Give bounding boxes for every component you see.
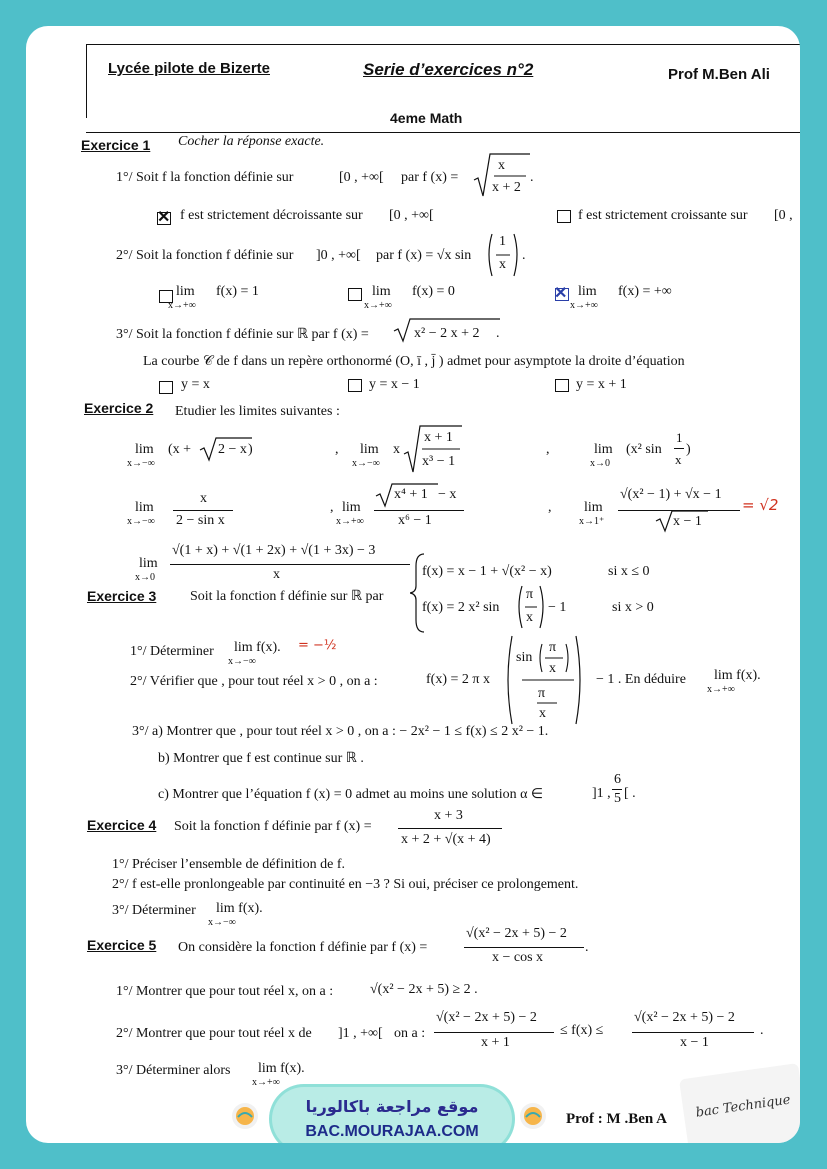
site-name-arabic: موقع مراجعة باكالوريا — [305, 1097, 479, 1116]
ex1-q2-frac-den: x — [499, 257, 506, 272]
ex1-q2-domain: ]0 , +∞[ — [316, 248, 361, 263]
ex2-l7-lim: lim — [139, 556, 158, 571]
exercise-4-title: Exercice 4 — [87, 817, 157, 833]
ex3-piece2-a: f(x) = 2 x² sin — [422, 600, 500, 615]
ex2-l1-rad: 2 − x — [218, 442, 247, 457]
header-bottom-rule — [86, 132, 800, 133]
ex3-q3a: 3°/ a) Montrer que , pour tout réel x > 0 , on a : − 2x² − 1 ≤ f(x) ≤ 2 x² − 1. — [132, 724, 549, 739]
ex3-piece1: f(x) = x − 1 + √(x² − x) — [422, 564, 552, 579]
ex4-fraction-bar — [398, 828, 502, 829]
ex5-q3: 3°/ Déterminer alors — [116, 1063, 231, 1078]
ex1-q1-opt-a: f est strictement décroissante sur — [180, 208, 363, 223]
prof-name: Prof M.Ben Ali — [668, 66, 770, 83]
ex2-l6-num: √(x² − 1) + √x − 1 — [620, 487, 722, 502]
exercise-1-instruction: Cocher la réponse exacte. — [178, 134, 325, 149]
ex2-comma-4: , — [548, 500, 552, 515]
ex2-l3-lim: lim — [594, 442, 613, 457]
ex2-l2-sub: x→−∞ — [352, 458, 380, 469]
ex2-l1-lim: lim — [135, 442, 154, 457]
ex3-q2-bot-num: π — [538, 686, 546, 701]
ex2-l5-num-rad: x⁴ + 1 — [394, 487, 428, 502]
ex3-q2-num: π — [549, 640, 557, 655]
exercise-3-title: Exercice 3 — [87, 588, 157, 604]
ex2-l5-num-tail: − x — [438, 487, 457, 502]
exercise-5-title: Exercice 5 — [87, 937, 157, 953]
ex3-q2-bot-den: x — [539, 706, 546, 721]
ex1-q2-frac-num: 1 — [499, 234, 506, 249]
ex1-q2-text: 2°/ Soit la fonction f définie sur — [116, 248, 294, 263]
header-left-rule — [86, 44, 87, 118]
exercise-1-title: Exercice 1 — [81, 137, 151, 153]
ex1-q1-domain: [0 , +∞[ — [339, 170, 384, 185]
ex5-fraction-bar — [464, 947, 584, 948]
ex4-q2: 2°/ f est-elle pronlongeable par continuité en −3 ? Si oui, préciser ce prolongement. — [112, 877, 579, 892]
ex1-q3-opt-b: y = x − 1 — [369, 377, 420, 392]
ex2-l3-fraction-bar — [674, 448, 684, 449]
ex5-den: x − cos x — [492, 950, 544, 965]
ex3-q3c: c) Montrer que l’équation f (x) = 0 admet au moins une solution α ∈ — [158, 787, 544, 802]
ex2-l3-expr: (x² sin — [626, 442, 662, 457]
ex5-q2-end: . — [760, 1023, 764, 1038]
ex3-q3b: b) Montrer que f est continue sur ℝ . — [158, 751, 364, 766]
bac-technique-badge — [679, 1063, 800, 1143]
ex1-q2-sub-b: x→+∞ — [364, 300, 392, 311]
ex3-q2: 2°/ Vérifier que , pour tout réel x > 0 , on a : — [130, 674, 378, 689]
ex1-q2-checkbox-b[interactable] — [348, 288, 362, 301]
ex2-comma-1: , — [335, 442, 339, 457]
ex2-l2-x: x — [393, 442, 400, 457]
ex1-q1-den: x + 2 — [492, 180, 521, 195]
ex3-intro: Soit la fonction f définie sur ℝ par — [190, 589, 384, 604]
ex3-q2-den: x — [549, 661, 556, 676]
site-url[interactable]: BAC.MOURAJAA.COM — [305, 1123, 479, 1140]
ex1-q3-text: 3°/ Soit la fonction f définie sur ℝ par f (x) = — [116, 327, 369, 342]
ex2-l5-lim: lim — [342, 500, 361, 515]
site-banner[interactable] — [272, 1087, 512, 1143]
ex1-q3-checkbox-c[interactable] — [555, 379, 569, 392]
ex1-q2-lim-c: lim — [578, 284, 597, 299]
ex3-piece2-b: − 1 — [548, 600, 567, 615]
ex1-q2-sub-c: x→+∞ — [570, 300, 598, 311]
ex2-l5-fraction-bar — [374, 510, 464, 511]
ex2-comma-2: , — [546, 442, 550, 457]
document-page: Lycée pilote de Bizerte Serie d’exercices n°2 Prof M.Ben Ali 4eme Math Exercice 1 Cocher la réponse exacte. 1°/ Soit f la fonction définie sur [0 , +∞[ par f (x) = x x + 2 . ✕ f est strictement décroissante sur [0 , +∞[ f est strictement croissante sur [0 , 2°/ Soit la fonction f définie sur ]0 , +∞[ par f (x) = √x sin 1 x . lim x→+∞ f(x) = 1 lim x→+∞ f(x) = 0 ✕ lim x→+∞ f(x) = +∞ 3°/ Soit la fonction f définie sur ℝ par f (x) = x² − 2 x + 2 . La courbe 𝒞 de f dans un repère orthonormé (O, ī , j̄ ) admet pour asymptote la droite d’équation y = x y = x − 1 y = x + 1 Exercice 2 Etudier les limites suivantes : lim x→−∞ (x + 2 − x ) , lim x→−∞ x x + 1 x³ − 1 , lim x→0 (x² sin 1 x ) lim x→−∞ x 2 − sin x , lim x→+∞ x⁴ + 1 − x x⁶ − 1 , lim x→1⁺ √(x² − 1) + √x − 1 x − 1 = √2 lim x→0 √(1 + x) + √(1 + 2x) + √(1 + 3x) − 3 x Exercice 3 Soit la fonction f définie sur ℝ par f(x) = x − 1 + √(x² − x) si x ≤ 0 f(x) = 2 x² sin π x − 1 si x > 0 1°/ Déterminer lim f(x). x→−∞ = −½ 2°/ Vérifier que , pour tout réel x > 0 , on a : f(x) = 2 π x sin π x π x − 1 . En déduire lim f(x). x→+∞ 3°/ a) Montrer que , pour tout réel x > 0 , on a : − 2x² − 1 ≤ f(x) ≤ 2 x² − 1. b) Montrer que f est continue sur ℝ . c) Montrer que l’équation f (x) = 0 admet au moins une solution α ∈ ]1 , 6 5 [ . Exercice 4 Soit la fonction f définie par f (x) = x + 3 x + 2 + √(x + 4) 1°/ Préciser l’ensemble de définition de f. 2°/ f est-elle pronlongeable par continuité en −3 ? Si oui, préciser ce prolongement. 3°/ Déterminer lim f(x). x→−∞ Exercice 5 On considère la fonction f définie par f (x) = √(x² − 2x + 5) − 2 x − cos x . 1°/ Montrer que pour tout réel x, on a : √(x² − 2x + 5) ≥ 2 . 2°/ Montrer que pour tout réel x de ]1 , +∞[ on a : √(x² − 2x + 5) − 2 x + 1 ≤ f(x) ≤ √(x² − 2x + 5) − 2 x − 1 . 3°/ Déterminer alors lim f(x). x→+∞ موقع مراجعة باكالوريا BAC.MOURAJAA.COM Prof : M .Ben A bac Technique — [26, 26, 800, 1143]
ex2-l4-lim: lim — [135, 500, 154, 515]
ex4-q1: 1°/ Préciser l’ensemble de définition de f. — [112, 857, 346, 872]
ex1-q3-opt-a: y = x — [181, 377, 210, 392]
ex2-l2-lim: lim — [360, 442, 379, 457]
ex2-l1-expr: (x + — [168, 442, 192, 457]
ex3-cond1: si x ≤ 0 — [608, 564, 650, 579]
exercise-2-instruction: Etudier les limites suivantes : — [175, 404, 340, 419]
exercise-2-title: Exercice 2 — [84, 400, 154, 416]
ex5-q2-domain: ]1 , +∞[ — [338, 1026, 383, 1041]
ex3-q3c-interval-b: [ . — [624, 786, 636, 801]
ex5-q3-sub: x→+∞ — [252, 1077, 280, 1088]
ex2-l3-num: 1 — [676, 430, 683, 445]
ex1-q3-checkbox-a[interactable] — [159, 381, 173, 394]
ex1-q2-lim-b: lim — [372, 284, 391, 299]
ex1-q2-opt-b: f(x) = 0 — [412, 284, 455, 299]
ex1-q1-opt-b-domain: [0 , — [774, 208, 793, 223]
ex5-q2-right-den: x − 1 — [680, 1035, 709, 1050]
ex1-q1-par: par f (x) = — [401, 170, 459, 185]
ex1-q1-opt-b: f est strictement croissante sur — [578, 208, 748, 223]
ex1-q2-paren — [486, 232, 526, 278]
header-top-rule — [86, 44, 800, 45]
ex3-q3c-interval-a: ]1 , — [592, 786, 611, 801]
ex1-q1-check-mark-a: ✕ — [157, 209, 171, 226]
ex5-q1-expr: √(x² − 2x + 5) ≥ 2 . — [370, 982, 478, 997]
ex5-q2-left-bar — [434, 1032, 554, 1033]
ex4-q3-sub: x→−∞ — [208, 917, 236, 928]
ex3-q2-eq: f(x) = 2 π x — [426, 672, 490, 687]
ex3-q2-sub: x→+∞ — [707, 684, 735, 695]
left-footer-logo — [232, 1103, 258, 1129]
ex1-q1-num: x — [498, 158, 505, 173]
ex4-q3-lim: lim f(x). — [216, 901, 263, 916]
ex1-q3-radicand: x² − 2 x + 2 — [414, 326, 480, 341]
ex3-q2-sin: sin — [516, 650, 533, 665]
ex1-q2-lim-a: lim — [176, 284, 195, 299]
ex1-q1-checkbox-b[interactable] — [557, 210, 571, 223]
ex3-cond2: si x > 0 — [612, 600, 654, 615]
ex2-l4-num: x — [200, 491, 207, 506]
ex4-den: x + 2 + √(x + 4) — [401, 832, 491, 847]
ex1-q2-check-mark-c: ✕ — [554, 285, 568, 302]
ex2-l3-den: x — [675, 452, 682, 467]
ex5-q2-mid: ≤ f(x) ≤ — [560, 1023, 604, 1038]
ex4-num: x + 3 — [434, 808, 463, 823]
ex5-q2-on: on a : — [394, 1026, 426, 1041]
ex1-q3-courbe: La courbe 𝒞 de f dans un repère orthonormé (O, ī , j̄ ) admet pour asymptote la droite d’équation — [143, 354, 685, 369]
ex2-l6-handwritten-note: = √2 — [742, 496, 779, 514]
ex5-q2-left-num: √(x² − 2x + 5) − 2 — [436, 1010, 537, 1025]
ex2-l3-sub: x→0 — [590, 458, 610, 469]
ex3-q3c-fraction-bar — [612, 789, 622, 790]
ex2-l4-sub: x→−∞ — [127, 516, 155, 527]
ex2-l7-num: √(1 + x) + √(1 + 2x) + √(1 + 3x) − 3 — [172, 543, 376, 558]
ex1-q3-opt-c: y = x + 1 — [576, 377, 627, 392]
ex4-intro: Soit la fonction f définie par f (x) = — [174, 819, 372, 834]
ex1-q1-text: 1°/ Soit f la fonction définie sur — [116, 170, 294, 185]
ex2-l7-den: x — [273, 567, 280, 582]
ex1-q1-opt-a-domain: [0 , +∞[ — [389, 208, 434, 223]
ex3-q1-handwritten-note: = −½ — [298, 638, 337, 653]
ex5-intro: On considère la fonction f définie par f (x) = — [178, 940, 428, 955]
ex5-q2: 2°/ Montrer que pour tout réel x de — [116, 1026, 312, 1041]
ex2-l1-end: ) — [248, 442, 253, 457]
ex2-l4-den: 2 − sin x — [176, 513, 225, 528]
ex2-l3-end: ) — [686, 442, 691, 457]
ex3-q1: 1°/ Déterminer — [130, 644, 214, 659]
ex1-q2-sub-a: x→+∞ — [168, 300, 196, 311]
ex2-l7-fraction-bar — [170, 564, 410, 565]
ex1-q2-opt-c: f(x) = +∞ — [618, 284, 672, 299]
ex5-q2-left-den: x + 1 — [481, 1035, 510, 1050]
ex4-q3: 3°/ Déterminer — [112, 903, 196, 918]
ex2-l2-den: x³ − 1 — [422, 454, 456, 469]
ex3-piece2-den: x — [526, 610, 533, 625]
ex5-q3-lim: lim f(x). — [258, 1061, 305, 1076]
ex2-l6-den: x − 1 — [673, 514, 702, 529]
ex5-q2-right-bar — [632, 1032, 754, 1033]
ex3-q1-sub: x→−∞ — [228, 656, 256, 667]
class-level: 4eme Math — [390, 110, 463, 126]
right-footer-logo — [520, 1103, 546, 1129]
ex2-l1-sub: x→−∞ — [127, 458, 155, 469]
school-name: Lycée pilote de Bizerte — [108, 60, 270, 77]
ex1-q3-checkbox-b[interactable] — [348, 379, 362, 392]
ex3-q1-lim: lim f(x). — [234, 640, 281, 655]
footer-prof: Prof : M .Ben A — [566, 1111, 667, 1127]
ex3-piece2-num: π — [526, 587, 534, 602]
ex3-q2-end: − 1 . En déduire — [596, 672, 686, 687]
series-title: Serie d’exercices n°2 — [363, 60, 534, 79]
ex3-q3c-den: 5 — [614, 791, 621, 806]
badge-text: bac Technique — [694, 1092, 792, 1121]
ex2-l6-sub: x→1⁺ — [579, 516, 605, 527]
ex3-q3c-num: 6 — [614, 772, 621, 787]
ex2-l5-sub: x→+∞ — [336, 516, 364, 527]
ex3-q2-lim: lim f(x). — [714, 668, 761, 683]
ex2-l5-den: x⁶ − 1 — [398, 513, 432, 528]
ex1-q2-par: par f (x) = √x sin — [376, 248, 472, 263]
ex2-l4-fraction-bar — [173, 510, 233, 511]
ex5-q1: 1°/ Montrer que pour tout réel x, on a : — [116, 984, 334, 999]
ex2-comma-3: , — [330, 500, 334, 515]
ex2-l7-sub: x→0 — [135, 572, 155, 583]
ex2-l6-lim: lim — [584, 500, 603, 515]
ex5-q2-right-num: √(x² − 2x + 5) − 2 — [634, 1010, 735, 1025]
ex5-num: √(x² − 2x + 5) − 2 — [466, 926, 567, 941]
ex1-q2-opt-a: f(x) = 1 — [216, 284, 259, 299]
ex2-l2-num: x + 1 — [424, 430, 453, 445]
